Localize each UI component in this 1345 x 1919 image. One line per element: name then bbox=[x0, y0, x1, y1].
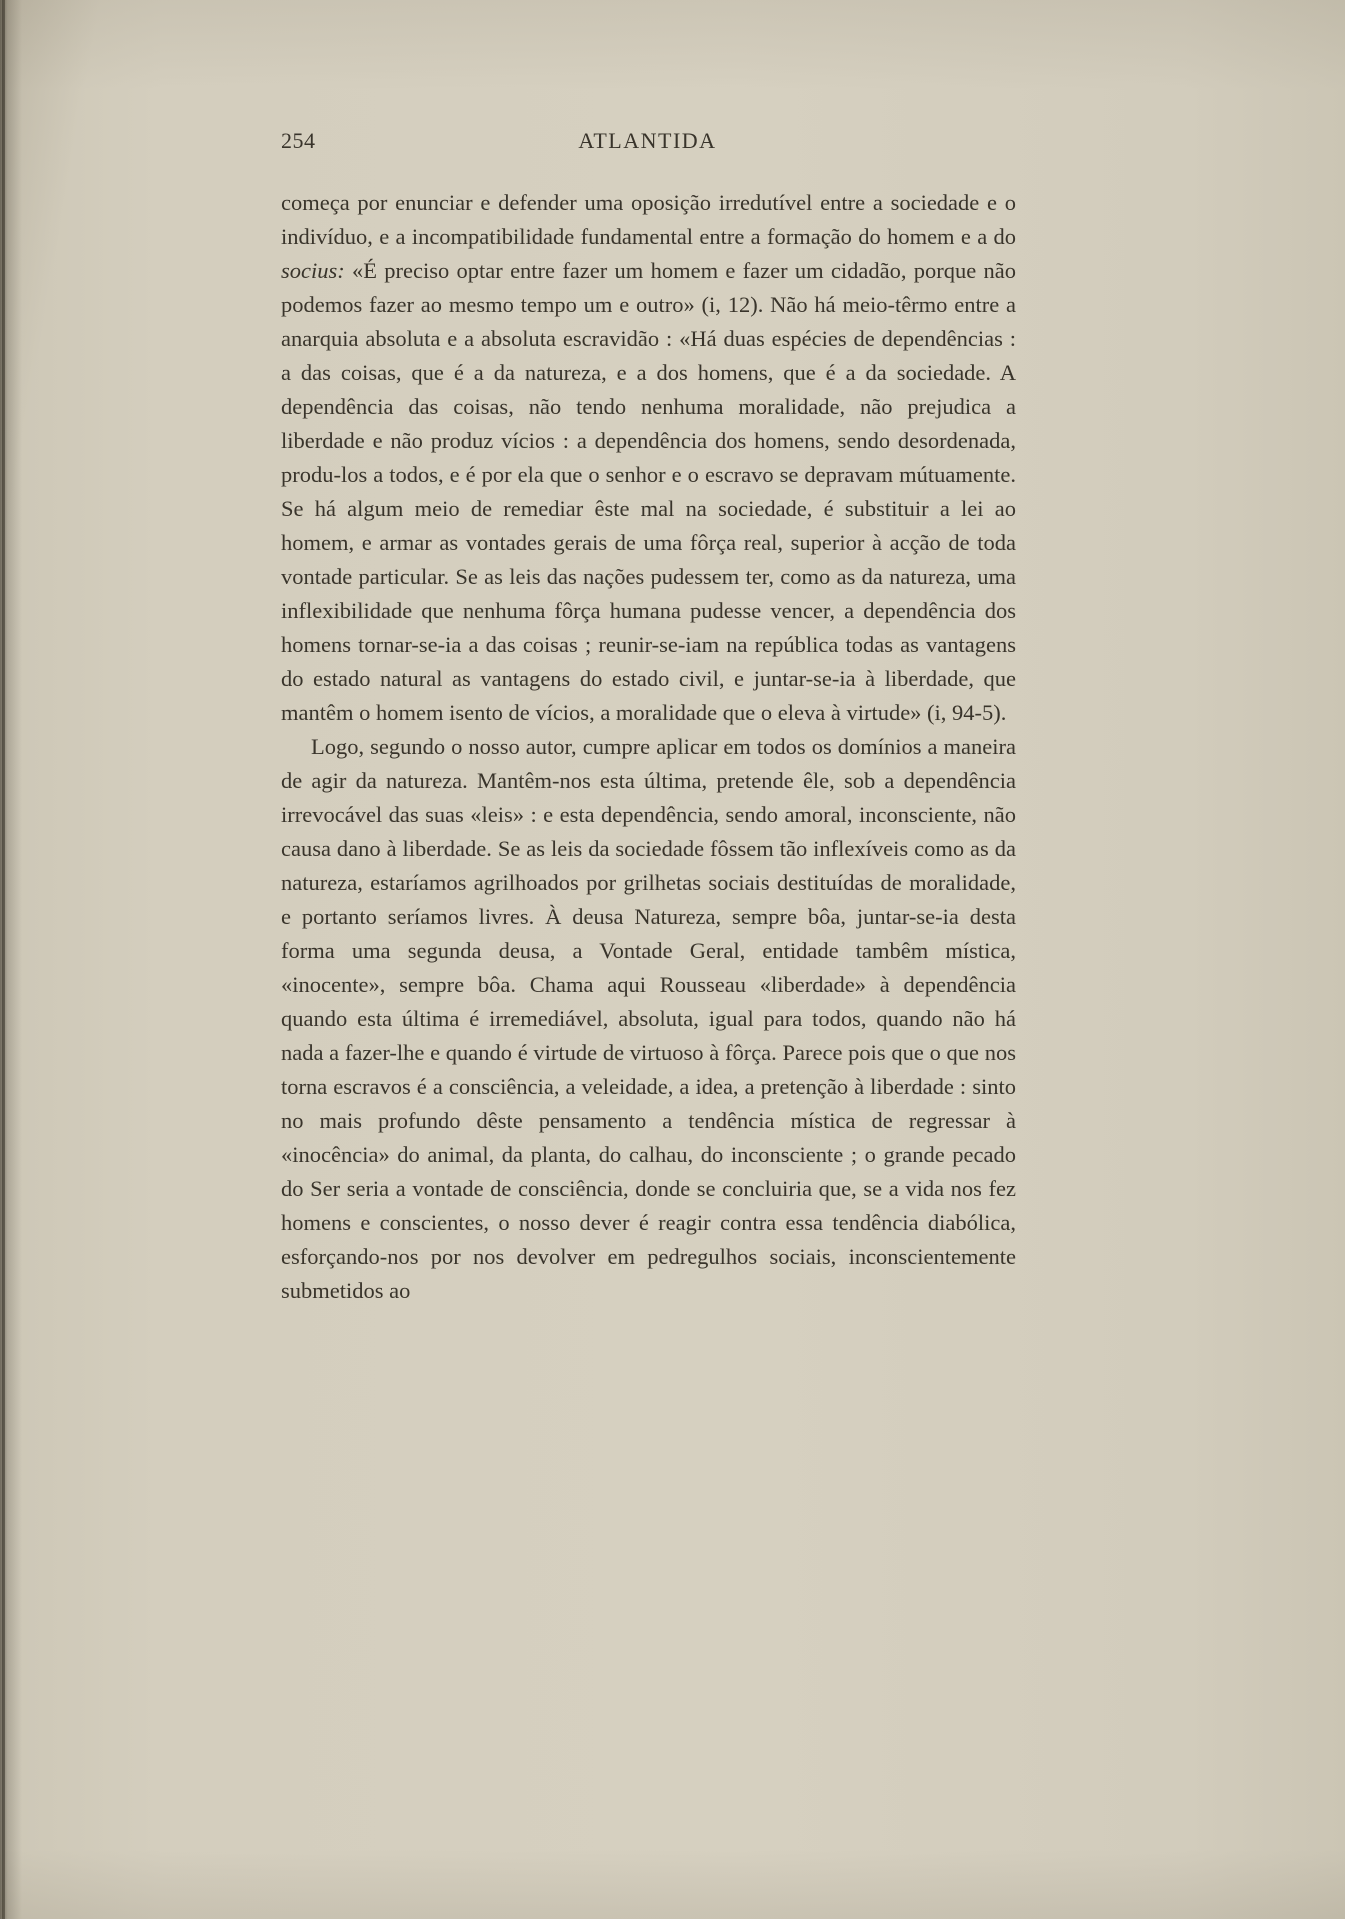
page-header bbox=[281, 128, 1014, 158]
paper-aging-bottom bbox=[0, 1849, 1345, 1919]
paragraph-2: Logo, segundo o nosso autor, cumpre aplicar em todos os domínios a maneira de agir da natureza. Mantêm-nos esta última, pretende êle, sob a dependência irrevocável das suas «leis» : e esta dependência, sendo amoral, inconsciente, não causa dano à liberdade. Se as leis da sociedade fôssem tão inflexíveis como as da natureza, estaríamos agrilhoados por grilhetas sociais destituídas de moralidade, e portanto seríamos livres. À deusa Natureza, sempre bôa, juntar-se-ia desta forma uma segunda deusa, a Vontade Geral, entidade tambêm mística, «inocente», sempre bôa. Chama aqui Rousseau «liberdade» à dependência quando esta última é irremediável, absoluta, igual para todos, quando não há nada a fazer-lhe e quando é virtude de virtuoso à fôrça. Parece pois que o que nos torna escravos é a consciência, a veleidade, a idea, a pretenção à liberdade : sinto no mais profundo dêste pensamento a tendência mística de regressar à «inocência» do animal, da planta, do calhau, do inconsciente ; o grande pecado do Ser seria a vontade de consciência, donde se concluiria que, se a vida nos fez homens e conscientes, o nosso dever é reagir contra essa tendência diabólica, esforçando-nos por nos devolver em pedregulhos sociais, inconscientemente submetidos ao bbox=[281, 734, 1016, 1303]
paper-aging-top bbox=[0, 0, 1345, 90]
body-text bbox=[281, 186, 1016, 1308]
paragraph-1-text-pre: começa por enunciar e defender uma oposição irredutível entre a sociedade e o indivíduo, e a incompatibilidade fundamental entre a formação do homem e a do bbox=[281, 190, 1016, 249]
paragraph-1-text-post: «É preciso optar entre fazer um homem e fazer um cidadão, porque não podemos fazer ao mesmo tempo um e outro» (i, 12). Não há meio-têrmo entre a anarquia absoluta e a absoluta escravidão : «Há duas espécies de dependências : a das coisas, que é a da natureza, e a dos homens, que é a da sociedade. A dependência das coisas, não tendo nenhuma moralidade, não prejudica a liberdade e não produz vícios : a dependência dos homens, sendo desordenada, produ-los a todos, e é por ela que o senhor e o escravo se depravam mútuamente. Se há algum meio de remediar êste mal na sociedade, é substituir a lei ao homem, e armar as vontades gerais de uma fôrça real, superior à acção de toda vontade particular. Se as leis das nações pudessem ter, como as da natureza, uma inflexibilidade que nenhuma fôrça humana pudesse vencer, a dependência dos homens tornar-se-ia a das coisas ; reunir-se-iam na república todas as vantagens do estado natural as vantagens do estado civil, e juntar-se-ia à liberdade, que mantêm o homem isento de vícios, a moralidade que o eleva à virtude» (i, 94-5). bbox=[281, 258, 1016, 725]
paragraph-1-italic-term: socius: bbox=[281, 258, 345, 283]
running-title: ATLANTIDA bbox=[578, 128, 717, 153]
paragraph-1 bbox=[281, 186, 1016, 730]
page-number: 254 bbox=[281, 128, 316, 153]
binding-line bbox=[2, 0, 5, 1919]
binding-shadow bbox=[0, 0, 22, 1919]
